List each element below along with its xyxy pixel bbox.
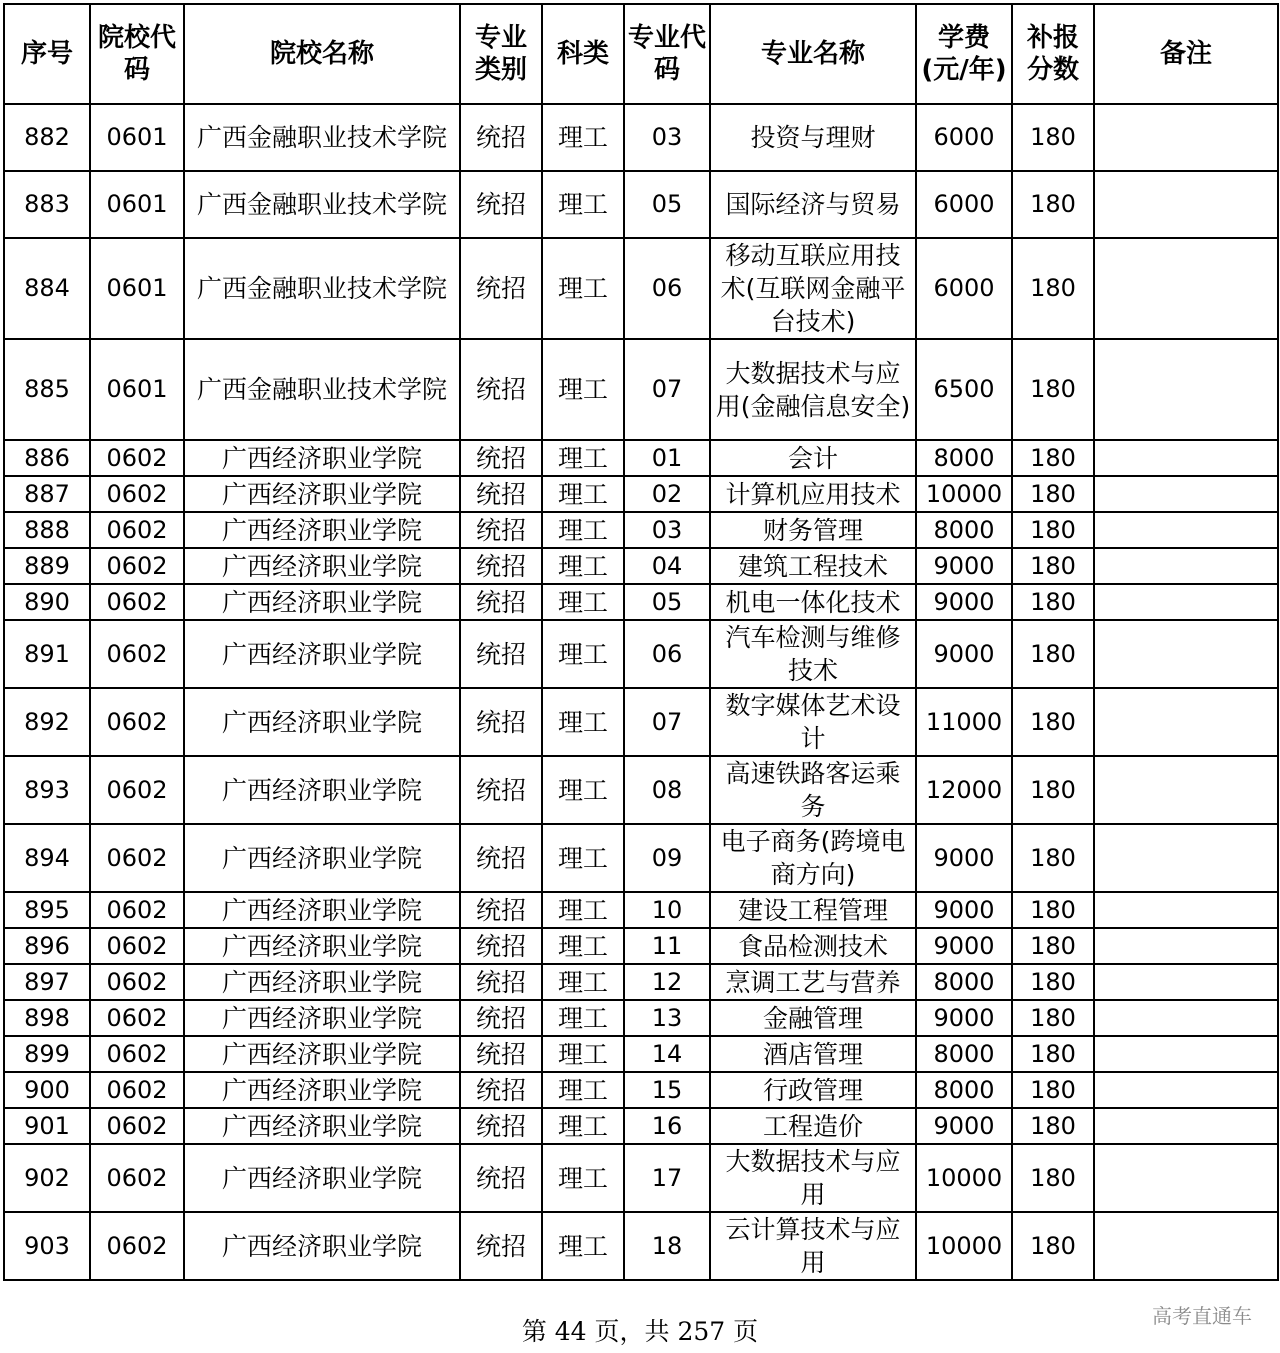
table-cell: 理工 (542, 171, 624, 238)
table-cell: 广西经济职业学院 (184, 892, 460, 928)
table-cell: 统招 (460, 892, 542, 928)
table-cell: 广西经济职业学院 (184, 1036, 460, 1072)
table-cell: 计算机应用技术 (710, 476, 916, 512)
header-cell: 专业名称 (710, 4, 916, 104)
table-cell: 893 (4, 756, 90, 824)
table-cell: 理工 (542, 476, 624, 512)
table-row (4, 1036, 1278, 1072)
table-cell: 广西金融职业技术学院 (184, 171, 460, 238)
table-cell: 04 (624, 548, 710, 584)
table-cell: 统招 (460, 440, 542, 476)
table-cell: 广西金融职业技术学院 (184, 238, 460, 339)
table-row (4, 620, 1278, 688)
table-cell: 广西经济职业学院 (184, 964, 460, 1000)
table-row (4, 512, 1278, 548)
table-cell: 10000 (916, 1144, 1012, 1212)
table-cell: 理工 (542, 440, 624, 476)
table-cell: 0602 (90, 1108, 184, 1144)
table-cell: 180 (1012, 238, 1094, 339)
table-cell: 180 (1012, 1144, 1094, 1212)
table-cell: 8000 (916, 1036, 1012, 1072)
table-cell: 统招 (460, 756, 542, 824)
table-row (4, 584, 1278, 620)
table-row (4, 440, 1278, 476)
table-cell: 180 (1012, 104, 1094, 171)
table-cell: 统招 (460, 339, 542, 440)
table-cell (1094, 238, 1278, 339)
page-number: 第 44 页，共 257 页 (521, 1317, 759, 1346)
table-cell: 建设工程管理 (710, 892, 916, 928)
table-cell: 理工 (542, 339, 624, 440)
table-cell: 6000 (916, 238, 1012, 339)
table-cell: 云计算技术与应用 (710, 1212, 916, 1280)
admissions-table (3, 3, 1279, 1281)
table-cell: 0602 (90, 476, 184, 512)
table-cell: 理工 (542, 756, 624, 824)
table-cell: 理工 (542, 620, 624, 688)
table-cell: 03 (624, 512, 710, 548)
table-cell: 6000 (916, 171, 1012, 238)
table-cell: 08 (624, 756, 710, 824)
table-cell: 大数据技术与应用(金融信息安全) (710, 339, 916, 440)
table-cell: 统招 (460, 1072, 542, 1108)
table-cell (1094, 104, 1278, 171)
table-cell (1094, 756, 1278, 824)
table-cell: 广西经济职业学院 (184, 1072, 460, 1108)
table-cell: 12000 (916, 756, 1012, 824)
table-cell (1094, 824, 1278, 892)
table-cell (1094, 620, 1278, 688)
table-row (4, 238, 1278, 339)
table-cell (1094, 928, 1278, 964)
table-cell: 广西经济职业学院 (184, 1000, 460, 1036)
table-cell: 数字媒体艺术设计 (710, 688, 916, 756)
table-cell: 广西经济职业学院 (184, 688, 460, 756)
table-cell: 统招 (460, 1144, 542, 1212)
table-cell: 180 (1012, 928, 1094, 964)
table-cell: 03 (624, 104, 710, 171)
table-cell: 885 (4, 339, 90, 440)
table-cell: 广西经济职业学院 (184, 824, 460, 892)
table-row (4, 1212, 1278, 1280)
table-cell: 898 (4, 1000, 90, 1036)
table-row (4, 548, 1278, 584)
table-cell: 建筑工程技术 (710, 548, 916, 584)
table-cell: 05 (624, 584, 710, 620)
table-row (4, 928, 1278, 964)
table-cell (1094, 476, 1278, 512)
header-cell: 院校代码 (90, 4, 184, 104)
table-row (4, 1108, 1278, 1144)
table-cell: 0602 (90, 756, 184, 824)
table-cell: 180 (1012, 892, 1094, 928)
table-cell: 07 (624, 339, 710, 440)
table-row (4, 476, 1278, 512)
table-cell: 理工 (542, 688, 624, 756)
table-cell: 广西金融职业技术学院 (184, 339, 460, 440)
table-cell: 统招 (460, 171, 542, 238)
table-cell: 8000 (916, 964, 1012, 1000)
table-cell: 理工 (542, 1072, 624, 1108)
table-cell: 894 (4, 824, 90, 892)
table-cell: 180 (1012, 824, 1094, 892)
table-cell: 9000 (916, 1000, 1012, 1036)
table-cell: 10 (624, 892, 710, 928)
table-cell: 高速铁路客运乘务 (710, 756, 916, 824)
header-cell: 学费(元/年) (916, 4, 1012, 104)
table-cell (1094, 440, 1278, 476)
header-cell: 补报分数 (1012, 4, 1094, 104)
table-cell: 16 (624, 1108, 710, 1144)
table-cell: 广西经济职业学院 (184, 620, 460, 688)
table-cell: 0602 (90, 1212, 184, 1280)
table-cell: 180 (1012, 1072, 1094, 1108)
table-cell: 0602 (90, 584, 184, 620)
table-cell: 886 (4, 440, 90, 476)
table-cell (1094, 1212, 1278, 1280)
table-cell: 0602 (90, 548, 184, 584)
table-cell: 9000 (916, 548, 1012, 584)
table-cell: 902 (4, 1144, 90, 1212)
table-cell: 890 (4, 584, 90, 620)
table-cell: 理工 (542, 1108, 624, 1144)
table-cell: 0602 (90, 440, 184, 476)
table-cell: 统招 (460, 548, 542, 584)
table-cell: 180 (1012, 171, 1094, 238)
table-cell: 理工 (542, 238, 624, 339)
table-cell: 882 (4, 104, 90, 171)
table-row (4, 964, 1278, 1000)
table-cell: 0602 (90, 620, 184, 688)
table-cell: 899 (4, 1036, 90, 1072)
table-cell: 180 (1012, 1212, 1094, 1280)
table-cell: 15 (624, 1072, 710, 1108)
table-cell: 9000 (916, 892, 1012, 928)
table-row (4, 756, 1278, 824)
table-row (4, 1072, 1278, 1108)
table-cell: 9000 (916, 824, 1012, 892)
table-cell: 889 (4, 548, 90, 584)
table-cell: 180 (1012, 1108, 1094, 1144)
table-cell: 统招 (460, 928, 542, 964)
table-cell: 广西经济职业学院 (184, 584, 460, 620)
table-cell: 887 (4, 476, 90, 512)
table-cell: 891 (4, 620, 90, 688)
table-cell: 广西经济职业学院 (184, 548, 460, 584)
table-cell: 理工 (542, 1036, 624, 1072)
table-cell: 统招 (460, 584, 542, 620)
table-cell: 食品检测技术 (710, 928, 916, 964)
table-cell: 汽车检测与维修技术 (710, 620, 916, 688)
table-cell: 广西金融职业技术学院 (184, 104, 460, 171)
table-cell: 884 (4, 238, 90, 339)
table-cell: 18 (624, 1212, 710, 1280)
table-cell (1094, 1000, 1278, 1036)
table-cell: 统招 (460, 512, 542, 548)
table-cell: 0601 (90, 104, 184, 171)
table-cell: 统招 (460, 1036, 542, 1072)
table-cell: 180 (1012, 548, 1094, 584)
table-cell: 07 (624, 688, 710, 756)
table-cell: 901 (4, 1108, 90, 1144)
table-cell: 0602 (90, 1000, 184, 1036)
table-cell: 大数据技术与应用 (710, 1144, 916, 1212)
table-cell: 180 (1012, 584, 1094, 620)
table-cell: 10000 (916, 1212, 1012, 1280)
table-cell: 0602 (90, 824, 184, 892)
table-cell: 理工 (542, 892, 624, 928)
table-cell: 8000 (916, 440, 1012, 476)
table-cell: 统招 (460, 688, 542, 756)
table-cell: 02 (624, 476, 710, 512)
table-cell: 0601 (90, 339, 184, 440)
table-cell: 广西经济职业学院 (184, 756, 460, 824)
table-cell (1094, 892, 1278, 928)
table-cell: 892 (4, 688, 90, 756)
table-cell: 广西经济职业学院 (184, 512, 460, 548)
table-cell: 电子商务(跨境电商方向) (710, 824, 916, 892)
table-cell: 广西经济职业学院 (184, 1108, 460, 1144)
table-cell: 国际经济与贸易 (710, 171, 916, 238)
table-cell: 896 (4, 928, 90, 964)
table-cell: 0601 (90, 238, 184, 339)
table-row (4, 892, 1278, 928)
table-cell: 统招 (460, 1212, 542, 1280)
table-cell: 移动互联应用技术(互联网金融平台技术) (710, 238, 916, 339)
table-cell (1094, 339, 1278, 440)
table-cell: 理工 (542, 1212, 624, 1280)
table-cell: 0602 (90, 964, 184, 1000)
table-cell (1094, 1108, 1278, 1144)
table-cell: 17 (624, 1144, 710, 1212)
header-cell: 备注 (1094, 4, 1278, 104)
table-cell: 投资与理财 (710, 104, 916, 171)
table-cell: 09 (624, 824, 710, 892)
table-cell: 9000 (916, 1108, 1012, 1144)
table-cell: 897 (4, 964, 90, 1000)
table-cell: 180 (1012, 512, 1094, 548)
table-cell: 180 (1012, 1000, 1094, 1036)
table-cell (1094, 1144, 1278, 1212)
table-cell: 机电一体化技术 (710, 584, 916, 620)
table-cell: 广西经济职业学院 (184, 1144, 460, 1212)
table-cell: 9000 (916, 584, 1012, 620)
table-cell: 14 (624, 1036, 710, 1072)
header-cell: 专业类别 (460, 4, 542, 104)
table-cell: 180 (1012, 476, 1094, 512)
table-cell: 理工 (542, 824, 624, 892)
table-cell: 01 (624, 440, 710, 476)
table-cell: 180 (1012, 756, 1094, 824)
table-cell: 广西经济职业学院 (184, 440, 460, 476)
table-cell: 理工 (542, 548, 624, 584)
table-cell: 0602 (90, 512, 184, 548)
table-cell: 理工 (542, 104, 624, 171)
table-cell: 统招 (460, 476, 542, 512)
table-cell: 180 (1012, 688, 1094, 756)
table-cell: 8000 (916, 512, 1012, 548)
table-cell: 0602 (90, 928, 184, 964)
table-cell: 酒店管理 (710, 1036, 916, 1072)
table-cell: 11000 (916, 688, 1012, 756)
table-header-row (4, 4, 1278, 104)
table-cell: 统招 (460, 1108, 542, 1144)
table-row (4, 824, 1278, 892)
table-cell: 180 (1012, 440, 1094, 476)
table-row (4, 104, 1278, 171)
table-cell: 理工 (542, 1144, 624, 1212)
table-cell: 903 (4, 1212, 90, 1280)
table-cell: 理工 (542, 512, 624, 548)
table-cell: 900 (4, 1072, 90, 1108)
table-body (4, 104, 1278, 1280)
table-row (4, 688, 1278, 756)
table-cell: 0602 (90, 1072, 184, 1108)
table-cell: 888 (4, 512, 90, 548)
table-cell: 统招 (460, 620, 542, 688)
table-cell: 理工 (542, 928, 624, 964)
table-cell: 06 (624, 238, 710, 339)
table-cell: 行政管理 (710, 1072, 916, 1108)
table-cell: 理工 (542, 964, 624, 1000)
table-cell: 9000 (916, 620, 1012, 688)
table-row (4, 339, 1278, 440)
table-cell: 0602 (90, 688, 184, 756)
header-cell: 序号 (4, 4, 90, 104)
table-row (4, 1000, 1278, 1036)
table-cell: 统招 (460, 964, 542, 1000)
table-cell: 财务管理 (710, 512, 916, 548)
table-cell: 0601 (90, 171, 184, 238)
table-cell: 烹调工艺与营养 (710, 964, 916, 1000)
table-cell: 工程造价 (710, 1108, 916, 1144)
table-cell: 统招 (460, 104, 542, 171)
watermark: 高考直通车 (1152, 1304, 1252, 1328)
table-cell: 06 (624, 620, 710, 688)
table-cell: 180 (1012, 964, 1094, 1000)
table-row (4, 171, 1278, 238)
header-cell: 专业代码 (624, 4, 710, 104)
table-cell (1094, 512, 1278, 548)
table-cell: 05 (624, 171, 710, 238)
table-cell: 895 (4, 892, 90, 928)
table-cell (1094, 548, 1278, 584)
table-cell: 会计 (710, 440, 916, 476)
table-cell: 180 (1012, 1036, 1094, 1072)
table-cell: 6000 (916, 104, 1012, 171)
table-cell: 13 (624, 1000, 710, 1036)
table-cell: 11 (624, 928, 710, 964)
table-cell: 0602 (90, 1144, 184, 1212)
table-cell: 0602 (90, 1036, 184, 1072)
table-cell: 9000 (916, 928, 1012, 964)
table-cell (1094, 584, 1278, 620)
table-cell: 10000 (916, 476, 1012, 512)
table-cell (1094, 1072, 1278, 1108)
table-row (4, 1144, 1278, 1212)
table-cell: 6500 (916, 339, 1012, 440)
table-cell (1094, 964, 1278, 1000)
table-cell: 金融管理 (710, 1000, 916, 1036)
table-cell: 广西经济职业学院 (184, 476, 460, 512)
header-cell: 科类 (542, 4, 624, 104)
table-cell: 理工 (542, 1000, 624, 1036)
table-cell: 统招 (460, 1000, 542, 1036)
table-cell (1094, 171, 1278, 238)
table-cell: 广西经济职业学院 (184, 928, 460, 964)
table-cell: 0602 (90, 892, 184, 928)
table-cell (1094, 1036, 1278, 1072)
table-cell: 8000 (916, 1072, 1012, 1108)
table-cell: 理工 (542, 584, 624, 620)
table-cell: 统招 (460, 824, 542, 892)
table-cell: 12 (624, 964, 710, 1000)
table-cell (1094, 688, 1278, 756)
table-cell: 统招 (460, 238, 542, 339)
table-cell: 180 (1012, 339, 1094, 440)
table-cell: 883 (4, 171, 90, 238)
table-cell: 广西经济职业学院 (184, 1212, 460, 1280)
header-cell: 院校名称 (184, 4, 460, 104)
table-cell: 180 (1012, 620, 1094, 688)
